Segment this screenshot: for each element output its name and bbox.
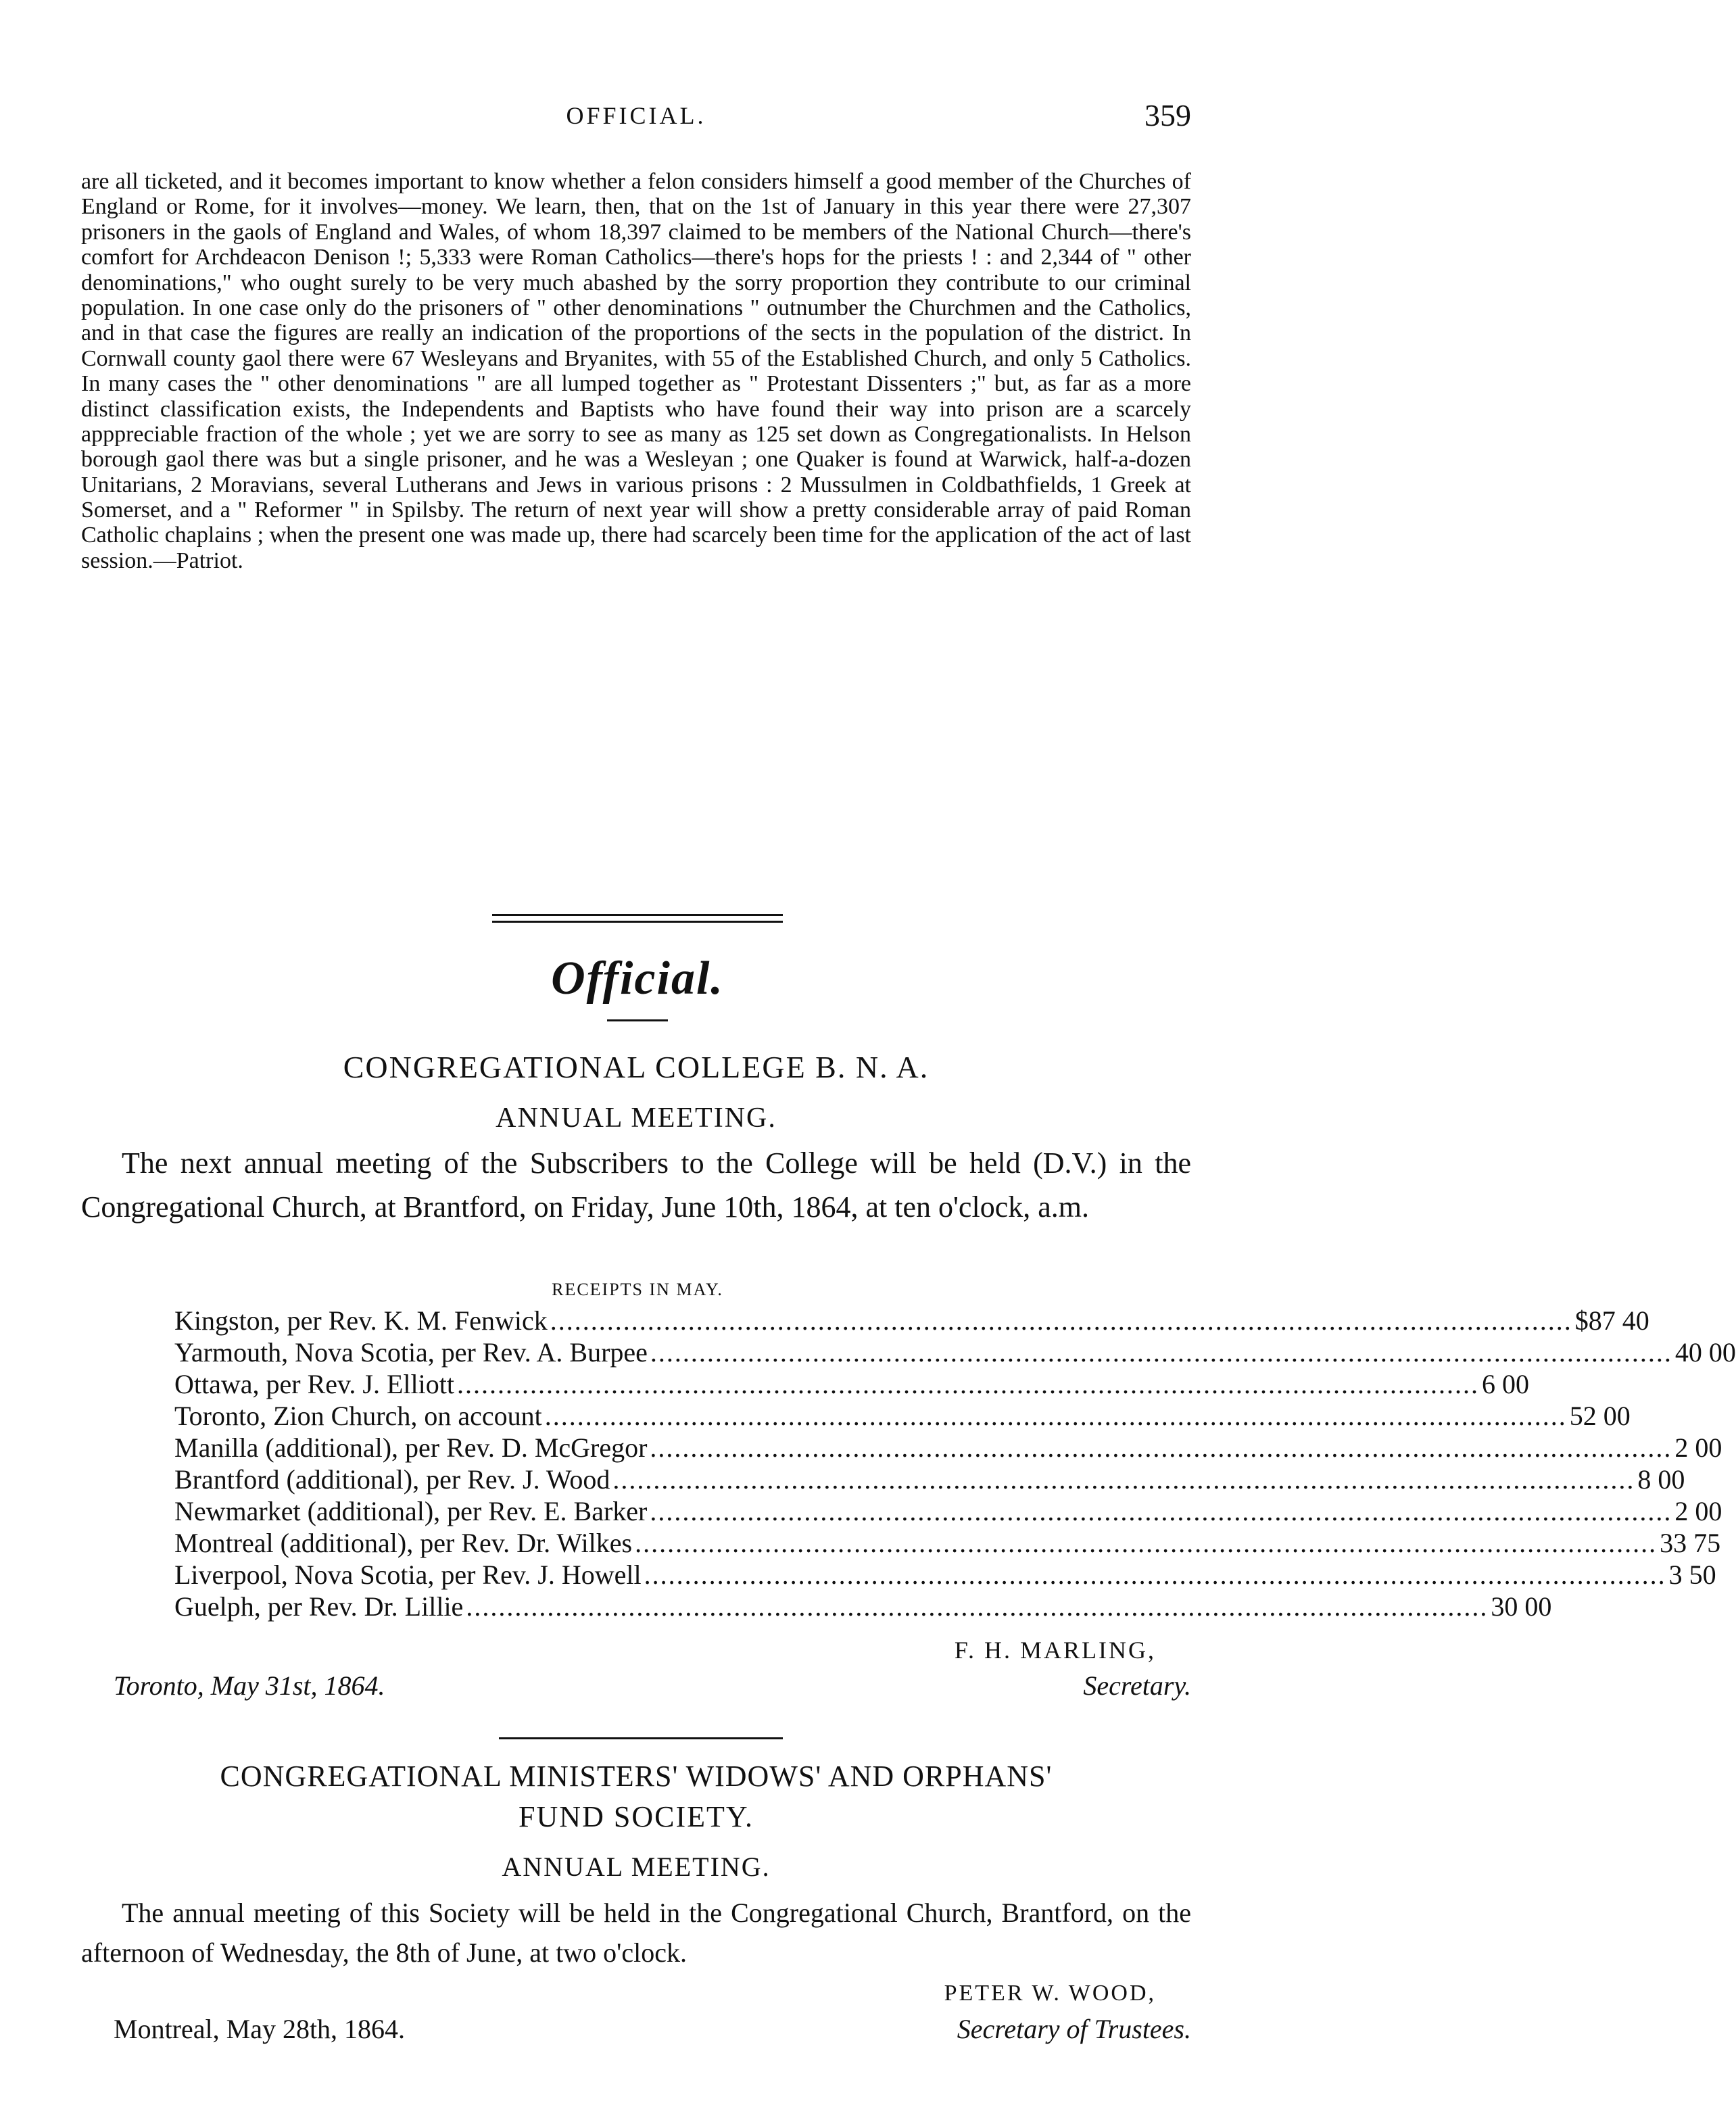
receipt-amount: $87 40 [1574,1305,1649,1336]
fund-announcement [81,1893,1191,1973]
receipt-label: Liverpool, Nova Scotia, per Rev. J. Howell [174,1560,642,1590]
fund-heading-line1: CONGREGATIONAL MINISTERS' WIDOWS' AND ORPHANS' [220,1760,1053,1793]
receipt-row [174,1527,1721,1559]
fund-dateline: Montreal, May 28th, 1864. [114,2014,406,2044]
page-number: 359 [1144,98,1191,132]
receipt-row [174,1336,1736,1368]
leader-dots: .............................................................................................................................. [644,1560,1666,1590]
leader-dots: .............................................................................................................................. [635,1528,1658,1558]
receipt-label: Yarmouth, Nova Scotia, per Rev. A. Burpee [174,1337,648,1368]
receipts-list [174,1305,1736,1622]
article-paragraph: are all ticketed, and it becomes important to know whether a felon considers himself a good member of the Churches of England or Rome, for it involves—money. We learn, then, that on the 1st of January in this year there were 27,307 prisoners in the gaols of England and Wales, of whom 18,397 claimed to be members of the National Church—there's comfort for Archdeacon Denison !; 5,333 were Roman Catholics—there's hops for the priests ! : and 2,344 of " other denominations," who ought surely to be very much abashed by the sorry proportion they contribute to our criminal population. In one case only do the prisoners of " other denominations " outnumber the Churchmen and the Catholics, and in that case the figures are really an indication of the proportions of the sects in the population of the district. In Cornwall county gaol there were 67 Wesleyans and Bryanites, with 55 of the Established Church, and only 5 Catholics. In many cases the " other denominations " are all lumped together as " Protestant Dissenters ;" but, as far as a more distinct classification exists, the Independents and Baptists who have found their way into prison are a scarcely apppreciable fraction of the whole ; yet we are sorry to see as many as 125 set down as Congregationalists. In Helson borough gaol there was but a single prisoner, and he was a Wesleyan ; one Quaker is found at Warwick, half-a-dozen Unitarians, 2 Moravians, several Lutherans and Jews in various prisons : 2 Mussulmen in Coldbathfields, 1 Greek at Somerset, and a " Reformer " in Spilsby. The return of next year will show a pretty considerable array of paid Roman Catholic chaplains ; when the present one was made up, there had scarcely been time for the application of the act of last session.—Patriot. [81,169,1191,573]
leader-dots: .............................................................................................................................. [650,1337,1672,1368]
receipt-amount: 40 00 [1674,1337,1736,1368]
receipt-amount: 3 50 [1668,1560,1716,1590]
running-title: OFFICIAL. [566,102,706,129]
receipt-row [174,1495,1722,1527]
leader-dots: .............................................................................................................................. [650,1496,1672,1526]
receipt-amount: 33 75 [1660,1528,1721,1558]
receipt-row [174,1305,1649,1336]
receipt-label: Kingston, per Rev. K. M. Fenwick [174,1305,548,1336]
section-rule-top [492,914,783,916]
receipt-amount: 2 00 [1674,1496,1722,1526]
receipt-label: Toronto, Zion Church, on account [174,1401,542,1431]
college-subheading: ANNUAL MEETING. [496,1103,777,1134]
college-announcement-text: The next annual meeting of the Subscribers to the College will be held (D.V.) in the Congregational Church, at Brantford, on Friday, June 10th, 1864, at ten o'clock, a.m. [81,1146,1191,1224]
fund-subheading: ANNUAL MEETING. [502,1852,771,1882]
college-heading: CONGREGATIONAL COLLEGE B. N. A. [343,1050,930,1084]
college-announcement [81,1141,1191,1229]
college-signatory-role: Secretary. [1083,1670,1191,1701]
page-header [81,98,1191,142]
fund-announcement-text: The annual meeting of this Society will be held in the Congregational Church, Brantford, on the afternoon of Wednesday, the 8th of June, at two o'clock. [81,1898,1191,1968]
leader-dots: .............................................................................................................................. [650,1432,1672,1463]
leader-dots: .............................................................................................................................. [466,1591,1489,1622]
leader-dots: .............................................................................................................................. [612,1464,1635,1495]
receipt-row [174,1432,1722,1464]
receipt-label: Newmarket (additional), per Rev. E. Barker [174,1496,648,1526]
section-divider-rule [499,1737,783,1739]
college-dateline: Toronto, May 31st, 1864. [114,1670,385,1701]
receipt-amount: 52 00 [1569,1401,1631,1431]
leader-dots: .............................................................................................................................. [456,1369,1479,1399]
college-signatory: F. H. MARLING, [954,1637,1156,1664]
receipt-amount: 6 00 [1481,1369,1529,1399]
receipt-label: Manilla (additional), per Rev. D. McGregor [174,1432,648,1463]
receipt-label: Montreal (additional), per Rev. Dr. Wilkes [174,1528,633,1558]
receipt-row [174,1464,1685,1495]
fund-signatory: PETER W. WOOD, [944,1981,1156,2006]
receipt-amount: 30 00 [1491,1591,1552,1622]
receipt-amount: 2 00 [1674,1432,1722,1463]
fund-heading-line2: FUND SOCIETY. [519,1800,754,1833]
receipts-heading: RECEIPTS IN MAY. [552,1280,723,1299]
fund-signatory-role: Secretary of Trustees. [957,2014,1191,2044]
leader-dots: .............................................................................................................................. [544,1401,1567,1431]
title-underline-rule [607,1019,668,1021]
receipt-row [174,1591,1552,1622]
receipt-row [174,1400,1631,1432]
receipt-row [174,1559,1716,1591]
article-body [81,169,1191,573]
receipt-row [174,1368,1529,1400]
leader-dots: .............................................................................................................................. [550,1305,1572,1336]
receipt-label: Guelph, per Rev. Dr. Lillie [174,1591,464,1622]
receipt-amount: 8 00 [1637,1464,1685,1495]
section-rule-bottom [492,921,783,923]
section-title: Official. [551,952,724,1005]
receipt-label: Brantford (additional), per Rev. J. Wood [174,1464,610,1495]
receipt-label: Ottawa, per Rev. J. Elliott [174,1369,454,1399]
